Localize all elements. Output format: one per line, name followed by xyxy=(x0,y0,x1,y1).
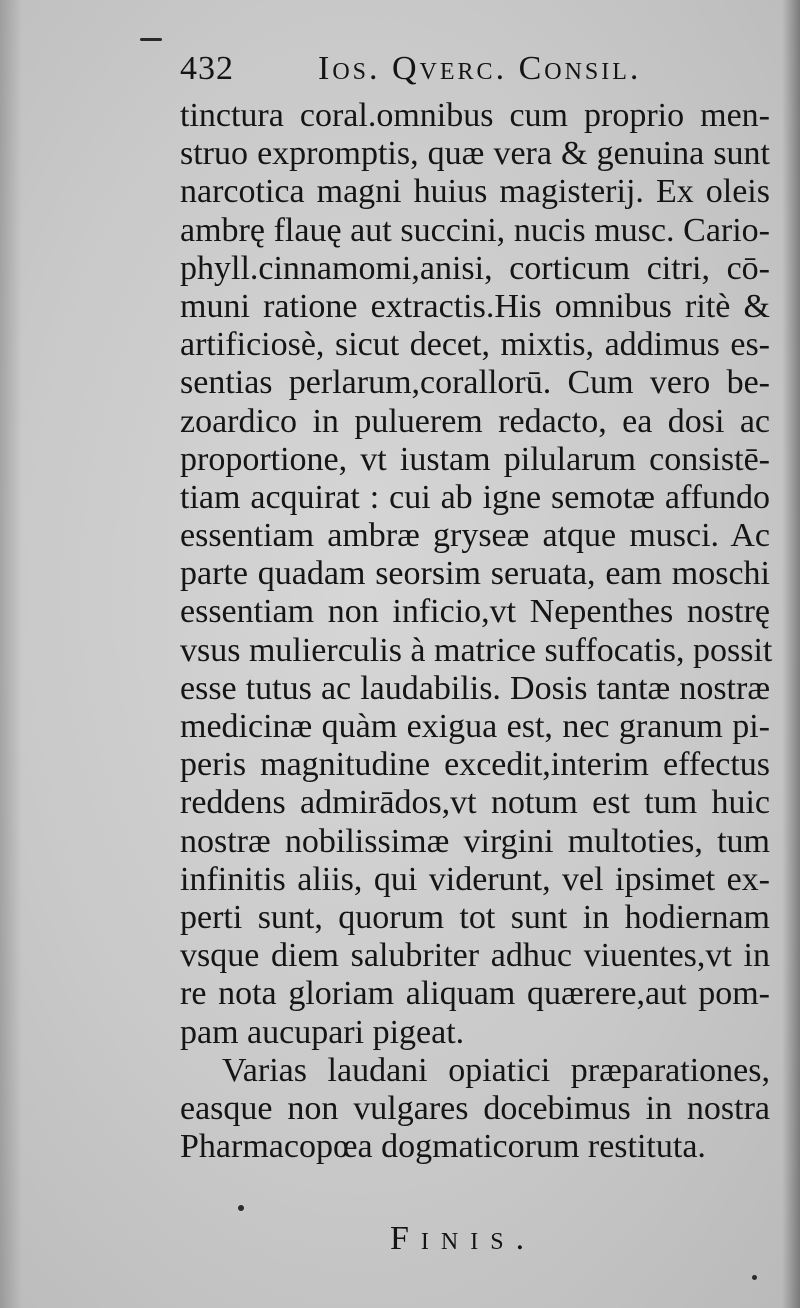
running-title: Ios. Qverc. Consil. xyxy=(318,50,642,87)
text-line: pam aucupari pigeat. xyxy=(180,1013,465,1051)
text-line: Varias laudani opiatici præparationes, xyxy=(222,1051,770,1089)
text-line: struo expromptis, quæ vera & genuina sunt xyxy=(180,135,770,173)
paragraph-1 xyxy=(180,97,773,1052)
main-text xyxy=(180,97,773,1166)
text-line: peris magnitudine excedit,interim effectus xyxy=(180,746,770,784)
text-line: medicinæ quàm exigua est, nec granum pi- xyxy=(180,708,770,745)
text-line: artificiosè, sicut decet, mixtis, addimus es- xyxy=(180,326,770,364)
text-line: essentiam ambræ gryseæ atque musci. Ac xyxy=(180,517,770,555)
text-line: vsus mulierculis à matrice suffocatis, possit xyxy=(180,631,773,669)
text-line: esse tutus ac laudabilis. Dosis tantæ nostræ xyxy=(180,669,770,707)
ink-speck xyxy=(752,1275,757,1280)
text-line: nostræ nobilissimæ virgini multoties, tum xyxy=(180,822,770,860)
text-line: zoardico in puluerem redacto, ea dosi ac xyxy=(180,402,770,440)
text-line: Pharmacopœa dogmaticorum restituta. xyxy=(180,1128,706,1166)
text-line: tiam acquirat : cui ab igne semotæ affundo xyxy=(180,478,770,516)
text-line: perti sunt, quorum tot sunt in hodiernam xyxy=(180,898,770,936)
text-line: parte quadam seorsim seruata, eam moschi xyxy=(180,555,770,593)
text-line: sentias perlarum,corallorū. Cum vero be- xyxy=(180,364,770,402)
paragraph-2 xyxy=(180,1052,770,1167)
running-header xyxy=(180,50,770,96)
text-line: reddens admirādos,vt notum est tum huic xyxy=(180,784,770,822)
page-number: 432 xyxy=(180,50,234,87)
text-line: essentiam non inficio,vt Nepenthes nostrę xyxy=(180,593,770,631)
text-line: narcotica magni huius magisterij. Ex oleis xyxy=(180,173,770,211)
finis-mark: Finis. xyxy=(390,1220,537,1257)
page-shadow-right xyxy=(782,0,800,1308)
text-line: vsque diem salubriter adhuc viuentes,vt in xyxy=(180,937,770,975)
text-line: ambrę flauę aut succini, nucis musc. Cario- xyxy=(180,211,770,249)
text-line: re nota gloriam aliquam quærere,aut pom- xyxy=(180,975,770,1013)
text-line: easque non vulgares docebimus in nostra xyxy=(180,1089,770,1127)
ink-speck xyxy=(238,1205,244,1211)
text-line: muni ratione extractis.His omnibus ritè & xyxy=(180,287,770,325)
text-line: tinctura coral.omnibus cum proprio men- xyxy=(180,97,770,134)
text-line: infinitis aliis, qui viderunt, vel ipsimet ex- xyxy=(180,860,770,898)
page-shadow-left xyxy=(0,0,22,1308)
ink-speck xyxy=(140,38,162,41)
text-line: proportione, vt iustam pilularum consistē- xyxy=(180,440,770,478)
text-line: phyll.cinnamomi,anisi, corticum citri, cō- xyxy=(180,249,770,287)
